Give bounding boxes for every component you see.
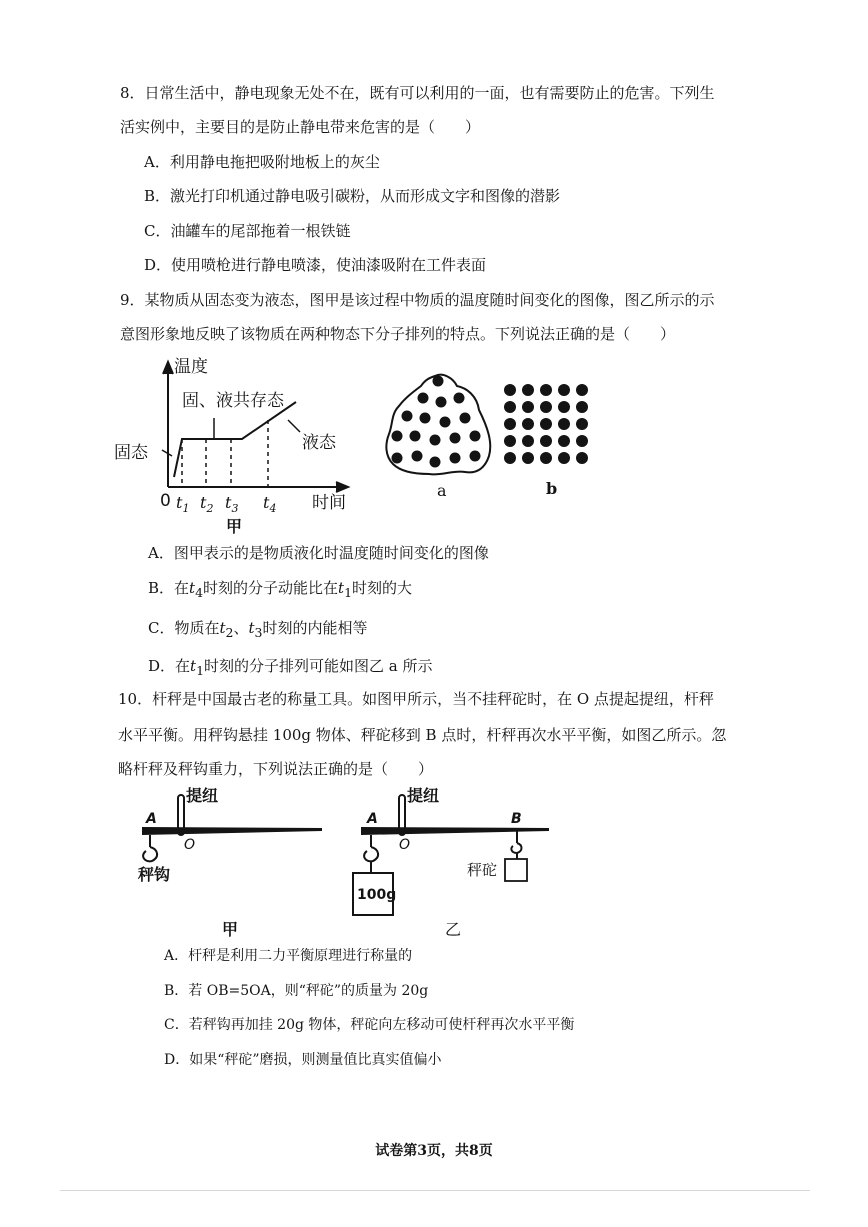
tick-t2: $t_2$ <box>200 493 214 515</box>
steelyard-beam <box>361 827 549 835</box>
figure-b-label: b <box>546 479 558 498</box>
hook-icon <box>364 835 378 873</box>
tick-t4: $t_4$ <box>263 493 277 515</box>
temperature-time-graph <box>110 350 370 540</box>
q10-option-c: C．若秤钩再加挂 20g 物体，秤砣向左移动可使杆秤再次水平平衡 <box>164 1017 575 1033</box>
q10-option-a: A．杆秤是利用二力平衡原理进行称量的 <box>164 948 413 964</box>
q8-stem-line1: 8．日常生活中，静电现象无处不在，既有可以利用的一面，也有需要防止的危害。下列生 <box>120 84 715 102</box>
x-axis-label: 时间 <box>312 493 346 513</box>
figure-a-label: a <box>437 481 447 500</box>
knob-label: 提纽 <box>186 786 219 805</box>
tick-t1: $t_1$ <box>176 493 190 515</box>
point-b-label: B <box>511 811 522 827</box>
x-axis-arrow <box>336 482 348 492</box>
knob-label: 提纽 <box>407 786 440 805</box>
y-axis-label: 温度 <box>174 357 208 377</box>
point-o-label: O <box>399 837 411 853</box>
molecule-figure-a <box>383 370 495 500</box>
weight-hook-icon <box>511 831 521 859</box>
q8-option-a: A．利用静电拖把吸附地板上的灰尘 <box>144 153 380 171</box>
q9-option-a: A．图甲表示的是物质液化时温度随时间变化的图像 <box>148 544 489 562</box>
page-footer: 试卷第3页，共8页 <box>375 1143 493 1159</box>
y-axis-arrow <box>163 362 173 374</box>
q9-option-d: D．在$t_1$时刻的分子排列可能如图乙 a 所示 <box>148 657 433 678</box>
hook-label: 秤钩 <box>138 865 171 884</box>
mixed-state-label: 固、液共存态 <box>182 391 284 411</box>
point-a-label: A <box>367 811 378 827</box>
liquid-pointer <box>288 420 300 432</box>
q10-option-d: D．如果“秤砣”磨损，则测量值比真实值偏小 <box>164 1052 442 1068</box>
q9-option-b: B．在$t_4$时刻的分子动能比在$t_1$时刻的大 <box>148 579 413 600</box>
figure-jia-caption: 甲 <box>222 920 239 939</box>
q8-option-c: C．油罐车的尾部拖着一根铁链 <box>144 222 351 240</box>
point-a-label: A <box>146 811 157 827</box>
point-o-label: O <box>184 837 196 853</box>
graph-caption: 甲 <box>226 517 243 536</box>
q10-stem-line3: 略杆秤及秤钩重力，下列说法正确的是（ ） <box>118 760 434 778</box>
q8-option-d: D．使用喷枪进行静电喷漆，使油漆吸附在工件表面 <box>144 256 487 274</box>
q10-option-b: B．若 OB=5OA，则“秤砣”的质量为 20g <box>164 983 429 999</box>
q9-option-c: C．物质在$t_2$、$t_3$时刻的内能相等 <box>148 619 368 640</box>
solid-state-label: 固态 <box>114 443 148 463</box>
temperature-curve <box>174 402 296 477</box>
bottom-divider <box>60 1190 810 1191</box>
counterweight-block <box>505 859 527 881</box>
q10-stem-line1: 10．杆秤是中国最古老的称量工具。如图甲所示，当不挂秤砣时，在 O 点提起提纽，杆秤 <box>118 690 714 708</box>
q8-option-b: B．激光打印机通过静电吸引碳粉，从而形成文字和图像的潜影 <box>144 187 561 205</box>
q9-stem-line2: 意图形象地反映了该物质在两种物态下分子排列的特点。下列说法正确的是（ ） <box>120 325 676 343</box>
molecule-figure-b <box>500 380 600 500</box>
q9-stem-line1: 9．某物质从固态变为液态，图甲是该过程中物质的温度随时间变化的图像，图乙所示的示 <box>120 291 715 309</box>
liquid-state-label: 液态 <box>302 433 336 453</box>
q8-stem-line2: 活实例中，主要目的是防止静电带来危害的是（ ） <box>120 118 481 136</box>
tick-t3: $t_3$ <box>225 493 239 515</box>
steelyard-figure-yi <box>345 785 565 945</box>
solid-molecules <box>504 384 588 464</box>
counterweight-label: 秤砣 <box>467 861 498 879</box>
q10-stem-line2: 水平平衡。用秤钩悬挂 100g 物体、秤砣移到 B 点时，杆秤再次水平平衡，如图乙所示。忽 <box>118 726 727 744</box>
mass-label: 100g <box>357 887 397 903</box>
steelyard-figure-jia <box>130 785 330 945</box>
origin-label: 0 <box>160 491 171 511</box>
steelyard-beam <box>142 827 322 835</box>
figure-yi-caption: 乙 <box>445 920 462 939</box>
hook-icon <box>143 835 157 861</box>
